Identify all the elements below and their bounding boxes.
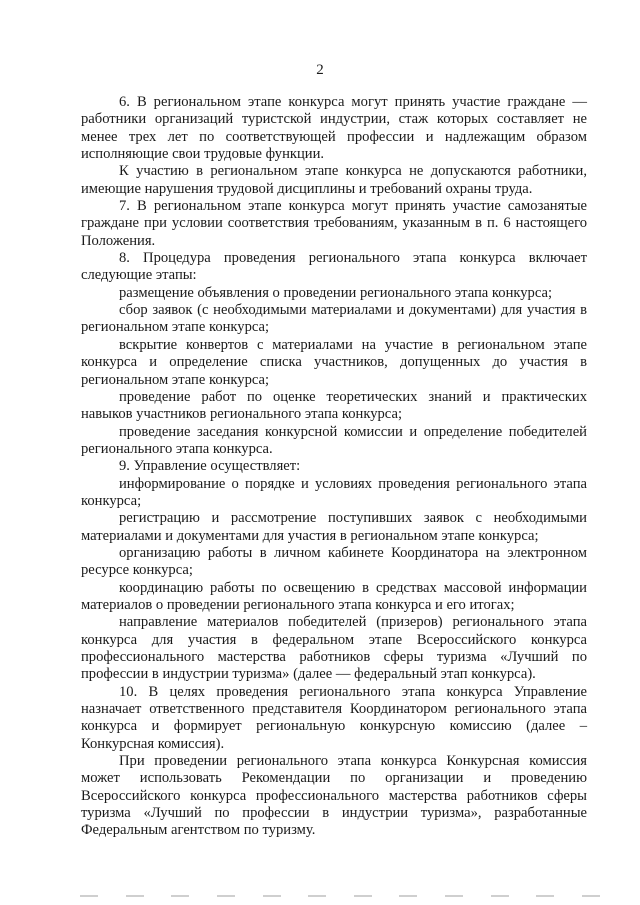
list-item-assessment: проведение работ по оценке теоретических знаний и практических навыков участников регионального этапа конкурса; bbox=[81, 388, 587, 423]
page-number: 2 bbox=[316, 62, 324, 78]
list-item-media-coverage: координацию работы по освещению в средствах массовой информации материалов о проведении регионального этапа конкурса и его итогах; bbox=[81, 579, 587, 613]
list-item-winners-materials: направление материалов победителей (призеров) регионального этапа конкурса для участия в федеральном этапе Всероссийского конкурса профессионального мастерства работников сферы туризма «Лучший по профессии в индустрии туризма» (далее — федеральный этап конкурса). bbox=[81, 614, 587, 683]
paragraph-recommendations: При проведении регионального этапа конкурса Конкурсная комиссия может использовать Рекомендации по организации и проведению Всероссийского конкурса профессионального мастерства работников сферы туризма «Лучший по профессии в индустрии туризма», разработанные Федеральным агентством по туризму. bbox=[81, 753, 587, 839]
list-item-announcement: размещение объявления о проведении регионального этапа конкурса; bbox=[119, 284, 553, 301]
list-item-informing: информирование о порядке и условиях проведения регионального этапа конкурса; bbox=[81, 475, 587, 509]
list-item-commission-meeting: проведение заседания конкурсной комиссии и определение победителей регионального этапа конкурса. bbox=[81, 423, 587, 457]
paragraph-item-10: 10. В целях проведения регионального этапа конкурса Управление назначает ответственного представителя Координатором регионального этапа конкурса и формирует региональную конкурсную комиссию (далее – Конкурсная комиссия). bbox=[81, 683, 587, 752]
paragraph-item-6: 6. В региональном этапе конкурса могут принять участие граждане — работники организаций туристской индустрии, стаж которых составляет не менее трех лет по соответствующей профессии и надлежащим образом исполняющие свои трудовые функции. bbox=[81, 94, 587, 163]
list-item-envelopes: вскрытие конвертов с материалами на участие в региональном этапе конкурса и определение списка участников, допущенных до участия в региональном этапе конкурса; bbox=[81, 336, 587, 388]
scan-artifact bbox=[80, 893, 600, 899]
paragraph-item-7: 7. В региональном этапе конкурса могут принять участие самозанятые граждане при условии соответствия требованиям, указанным в п. 6 настоящего Положения. bbox=[81, 198, 587, 249]
paragraph-admission-restriction: К участию в региональном этапе конкурса не допускаются работники, имеющие нарушения трудовой дисциплины и требований охраны труда. bbox=[81, 163, 587, 197]
paragraph-item-8: 8. Процедура проведения регионального этапа конкурса включает следующие этапы: bbox=[81, 250, 587, 284]
list-item-applications: сбор заявок (с необходимыми материалами и документами) для участия в региональном этапе конкурса; bbox=[81, 302, 587, 336]
list-item-coordinator-cabinet: организацию работы в личном кабинете Координатора на электронном ресурсе конкурса; bbox=[81, 544, 587, 579]
paragraph-item-9: 9. Управление осуществляет: bbox=[119, 458, 301, 475]
document-body bbox=[81, 94, 587, 840]
list-item-registration: регистрацию и рассмотрение поступивших заявок с необходимыми материалами и документами для участия в региональном этапе конкурса; bbox=[81, 510, 587, 544]
